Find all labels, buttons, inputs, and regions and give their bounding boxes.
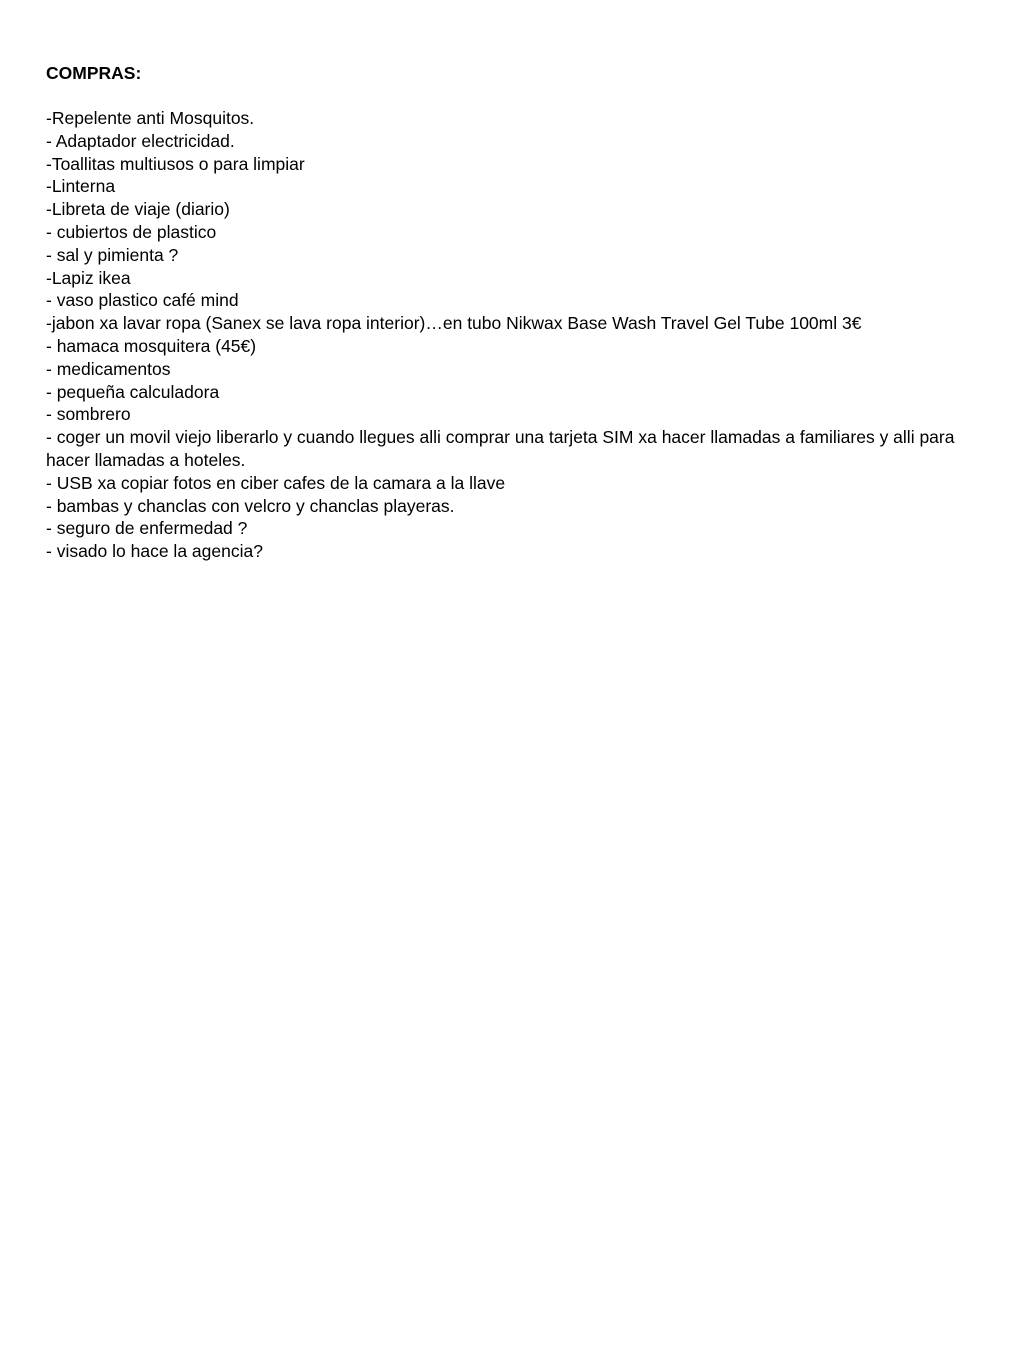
list-item: - bambas y chanclas con velcro y chanclas playeras. <box>46 495 455 516</box>
list-item: - cubiertos de plastico <box>46 221 217 242</box>
list-item: - sal y pimienta ? <box>46 244 179 265</box>
document-page <box>46 62 986 563</box>
list-item: - sombrero <box>46 404 131 425</box>
list-item: - coger un movil viejo liberarlo y cuando llegues alli comprar una tarjeta SIM xa hacer llamadas a familiares y alli para hacer llamadas a hoteles. <box>46 427 955 470</box>
list-item: -Libreta de viaje (diario) <box>46 199 230 220</box>
list-item: -Linterna <box>46 176 116 197</box>
list-item: -Toallitas multiusos o para limpiar <box>46 153 305 174</box>
list-item: - USB xa copiar fotos en ciber cafes de la camara a la llave <box>46 472 506 493</box>
list-item: - visado lo hace la agencia? <box>46 541 263 562</box>
list-item: - vaso plastico café mind <box>46 290 239 311</box>
document-title: COMPRAS: <box>46 63 142 83</box>
list-item: - Adaptador electricidad. <box>46 130 235 151</box>
list-item: - medicamentos <box>46 358 171 379</box>
list-item: -jabon xa lavar ropa (Sanex se lava ropa interior)…en tubo Nikwax Base Wash Travel Gel Tube 100ml 3€ <box>46 313 862 334</box>
list-item: - pequeña calculadora <box>46 381 220 402</box>
list-item: - hamaca mosquitera (45€) <box>46 335 257 356</box>
shopping-list <box>46 107 986 563</box>
list-item: -Lapiz ikea <box>46 267 131 288</box>
list-item: - seguro de enfermedad ? <box>46 518 248 539</box>
list-item: -Repelente anti Mosquitos. <box>46 108 255 128</box>
